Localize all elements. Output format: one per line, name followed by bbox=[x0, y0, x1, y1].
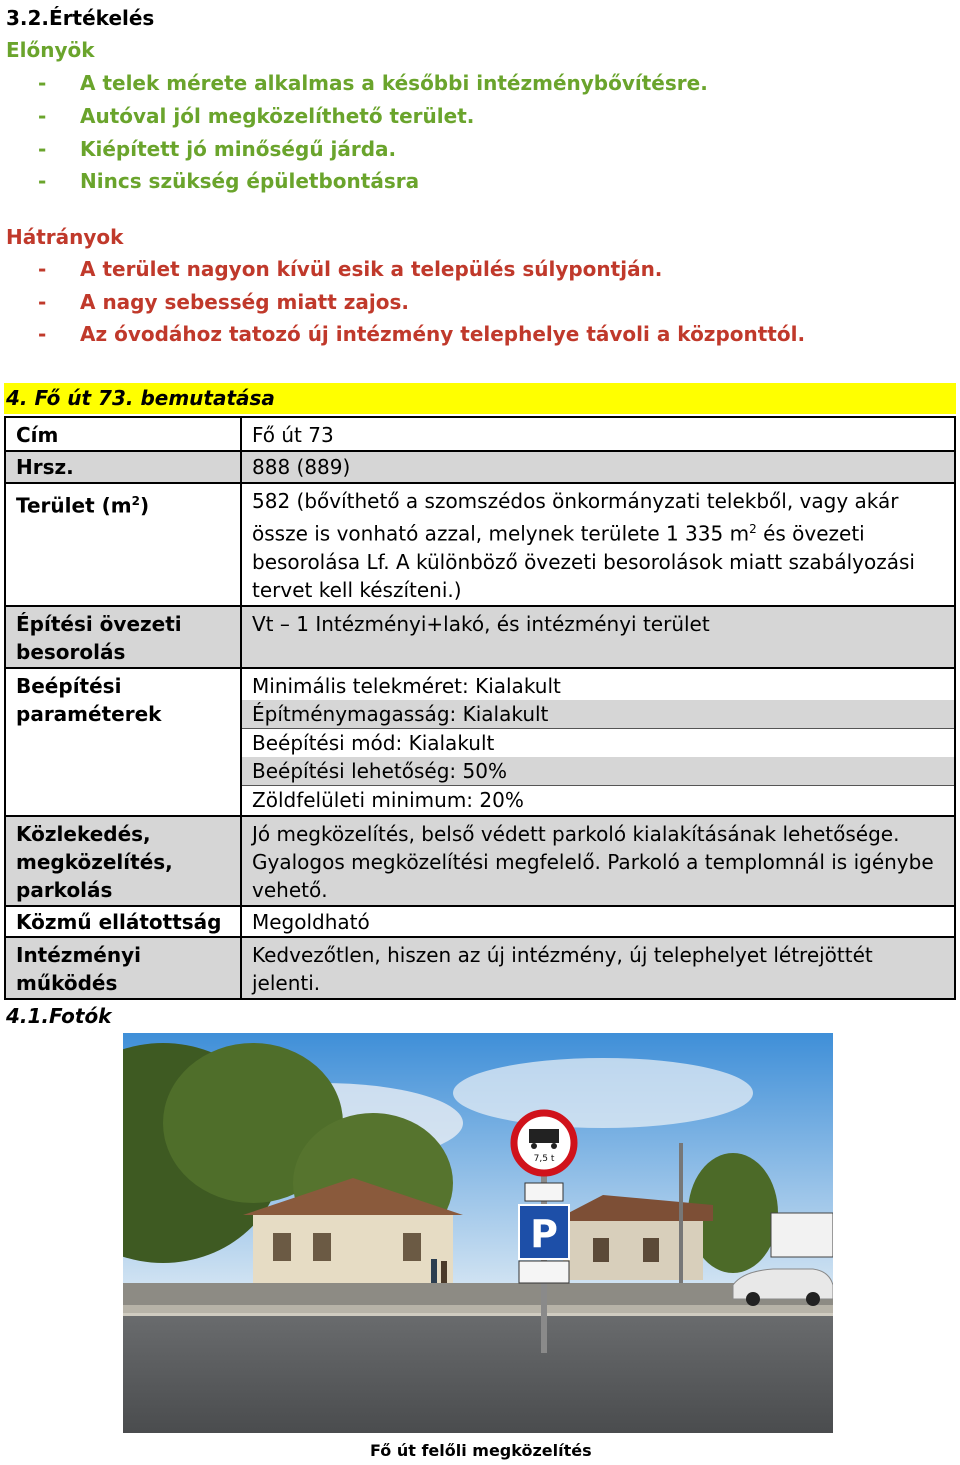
param-line: Beépítési mód: Kialakult bbox=[252, 730, 495, 755]
row-value: Jó megközelítés, belső védett parkoló kialakításának lehetősége. Gyalogos megközelítési megfelelő. Parkoló a templomnál is igénybe vehető. bbox=[241, 816, 955, 906]
svg-text:P: P bbox=[530, 1212, 558, 1256]
table-row bbox=[5, 483, 955, 606]
sign-weight-label: 7,5 t bbox=[533, 1154, 555, 1164]
row-value bbox=[241, 668, 955, 816]
table-row bbox=[5, 606, 955, 668]
param-line: Beépítési lehetőség: 50% bbox=[242, 757, 954, 786]
table-row bbox=[5, 906, 955, 937]
row-label: Cím bbox=[5, 417, 241, 451]
list-item: - Kiépített jó minőségű járda. bbox=[38, 137, 397, 161]
row-label: Terület $(m^2)$ bbox=[5, 483, 241, 606]
row-label: Építési övezeti besorolás bbox=[5, 606, 241, 668]
table-row bbox=[5, 816, 955, 906]
table-row bbox=[5, 937, 955, 999]
pros-title: Előnyök bbox=[6, 38, 95, 62]
street-photo bbox=[123, 1033, 833, 1433]
param-line: Minimális telekméret: Kialakult bbox=[252, 673, 561, 698]
row-label: Közlekedés, megközelítés, parkolás bbox=[5, 816, 241, 906]
row-value: Megoldható bbox=[241, 906, 955, 937]
param-line: Építménymagasság: Kialakult bbox=[242, 700, 954, 729]
photos-heading: 4.1.Fotók bbox=[6, 1004, 112, 1028]
list-item: - A telek mérete alkalmas a későbbi intézménybővítésre. bbox=[38, 71, 708, 95]
row-label: Intézményi működés bbox=[5, 937, 241, 999]
list-item: - A terület nagyon kívül esik a település súlypontján. bbox=[38, 257, 663, 281]
table-row bbox=[5, 417, 955, 451]
row-value: 582 (bővíthető a szomszédos önkormányzati telekből, vagy akár össze is vonható azzal, melynek területe 1 335 $m^2$ és övezeti besorolása Lf. A különböző övezeti besorolások miatt szabályozási tervet kell készíteni.) bbox=[241, 483, 955, 606]
list-item: - Nincs szükség épületbontásra bbox=[38, 169, 420, 193]
photo-caption: Fő út felőli megközelítés bbox=[370, 1441, 592, 1460]
section-title: 4. Fő út 73. bemutatása bbox=[4, 383, 956, 414]
property-table bbox=[4, 416, 956, 1000]
row-value: Vt – 1 Intézményi+lakó, és intézményi terület bbox=[241, 606, 955, 668]
table-row bbox=[5, 451, 955, 483]
table-row bbox=[5, 668, 955, 816]
row-value: Kedvezőtlen, hiszen az új intézmény, új telephelyet létrejöttét jelenti. bbox=[241, 937, 955, 999]
list-item: - A nagy sebesség miatt zajos. bbox=[38, 290, 410, 314]
list-item: - Az óvodához tatozó új intézmény telephelye távoli a központtól. bbox=[38, 322, 806, 346]
cons-title: Hátrányok bbox=[6, 225, 124, 249]
row-label: Közmű ellátottság bbox=[5, 906, 241, 937]
row-label: Beépítési paraméterek bbox=[5, 668, 241, 816]
param-line: Zöldfelületi minimum: 20% bbox=[252, 787, 524, 812]
evaluation-heading: 3.2.Értékelés bbox=[6, 6, 155, 30]
list-item: - Autóval jól megközelíthető terület. bbox=[38, 104, 475, 128]
row-value: 888 (889) bbox=[241, 451, 955, 483]
row-label: Hrsz. bbox=[5, 451, 241, 483]
row-value: Fő út 73 bbox=[241, 417, 955, 451]
